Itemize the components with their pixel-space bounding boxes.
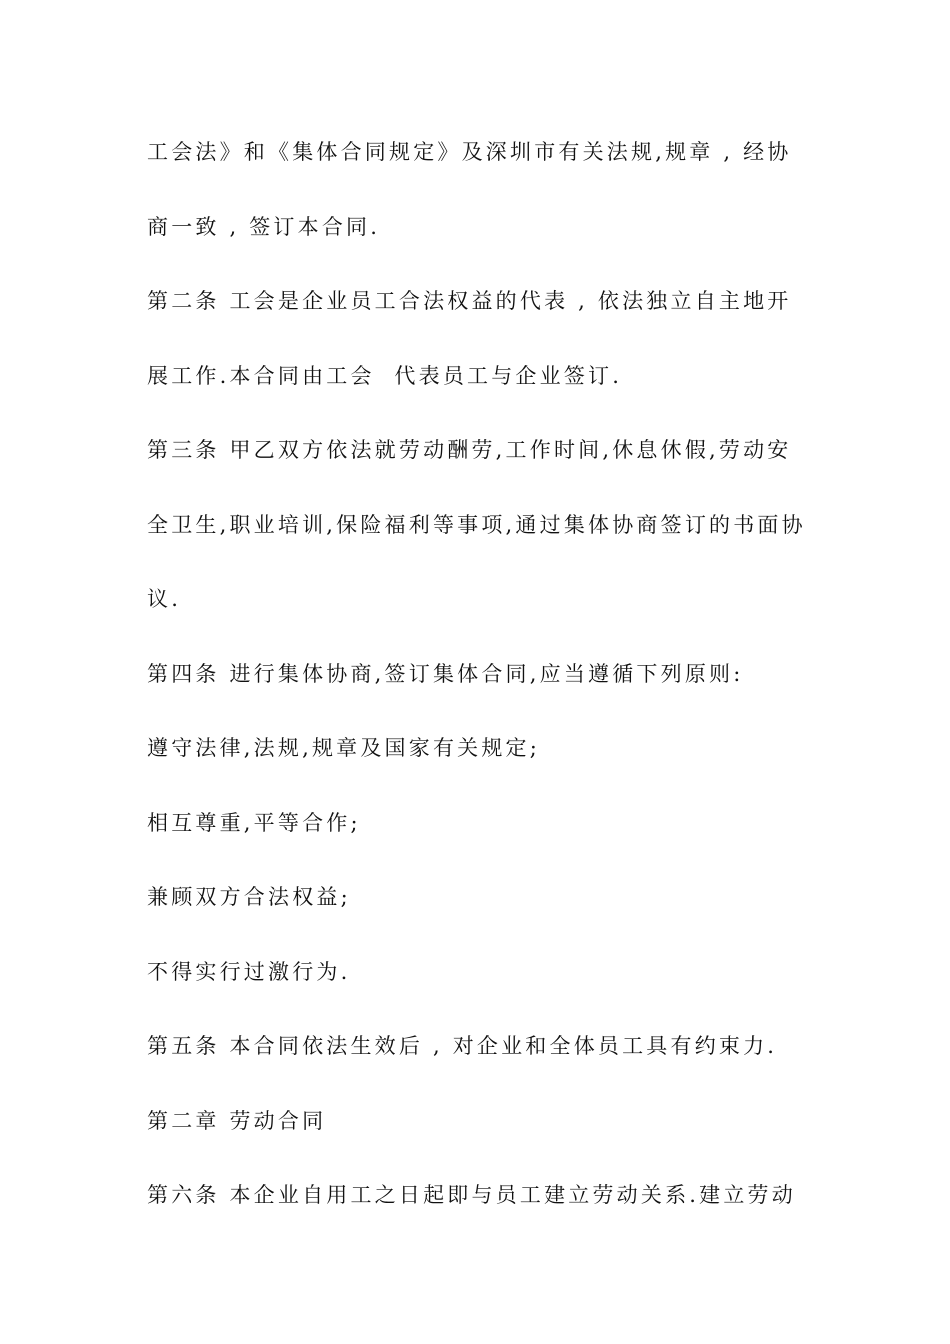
article-5-line: 第五条 本合同依法生效后 , 对企业和全体员工具有约束力. (147, 1034, 778, 1058)
article-2-line: 第二条 工会是企业员工合法权益的代表 , 依法独立自主地开 (147, 289, 792, 313)
paragraph-line: 工会法》和《集体合同规定》及深圳市有关法规,规章 , 经协 (147, 140, 792, 164)
paragraph-line: 全卫生,职业培训,保险福利等事项,通过集体协商签订的书面协 (147, 512, 806, 537)
article-3-line: 第三条 甲乙双方依法就劳动酬劳,工作时间,休息休假,劳动安 (147, 438, 792, 462)
paragraph-line: 展工作.本合同由工会 代表员工与企业签订. (147, 363, 623, 388)
paragraph-line: 议. (147, 587, 182, 611)
chapter-heading: 第二章 劳动合同 (147, 1108, 327, 1133)
paragraph-line: 商一致 , 签订本合同. (147, 214, 381, 239)
article-4-line: 第四条 进行集体协商,签订集体合同,应当遵循下列原则: (147, 661, 744, 686)
principle-item: 兼顾双方合法权益; (147, 885, 351, 909)
article-6-line: 第六条 本企业自用工之日起即与员工建立劳动关系.建立劳动 (147, 1183, 796, 1207)
document-body (147, 128, 812, 1246)
principle-item: 不得实行过激行为. (147, 959, 351, 984)
principle-item: 相互尊重,平等合作; (147, 810, 361, 835)
principle-item: 遵守法律,法规,规章及国家有关规定; (147, 736, 541, 760)
